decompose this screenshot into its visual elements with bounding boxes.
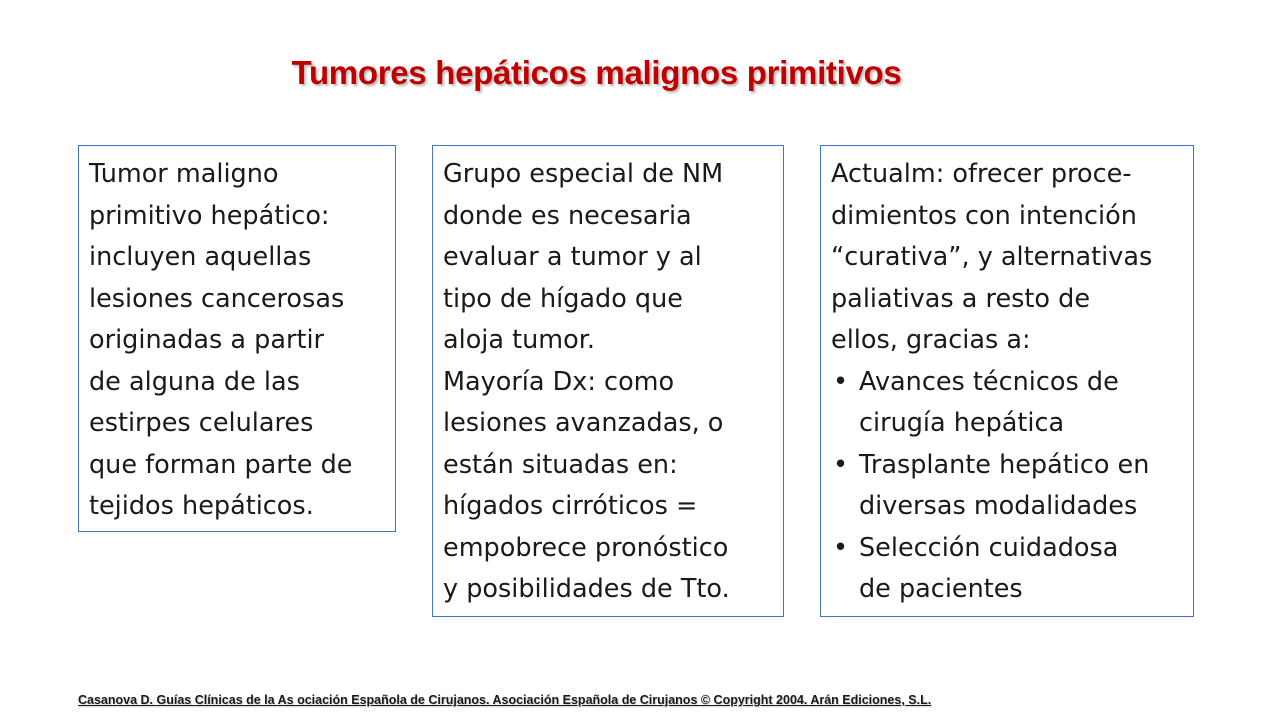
box-line: evaluar a tumor y al <box>443 242 702 272</box>
box-line: primitivo hepático: <box>89 200 330 231</box>
bullet-line: diversas modalidades <box>859 491 1138 521</box>
box-line: ellos, gracias a: <box>831 325 1031 355</box>
box-line: dimientos con intención <box>831 200 1137 231</box>
bullet-icon: • <box>833 366 849 397</box>
bullet-item <box>831 362 1185 445</box>
box-line: tejidos hepáticos. <box>89 491 314 521</box>
box-line: estirpes celulares <box>89 408 314 438</box>
box-line: paliativas a resto de <box>831 283 1091 314</box>
box-line: hígados cirróticos = <box>443 491 698 521</box>
box-line: lesiones cancerosas <box>89 283 345 314</box>
box-line: y posibilidades de Tto. <box>443 574 730 604</box>
box-line: “curativa”, y alternativas <box>831 242 1153 272</box>
text-box-treatment <box>820 145 1194 617</box>
box-line: Actualm: ofrecer proce- <box>831 159 1132 189</box>
text-box-special-group <box>432 145 784 617</box>
bullet-line: Avances técnicos de <box>859 366 1119 397</box>
bullet-line: cirugía hepática <box>859 408 1065 438</box>
bullet-list <box>831 362 1185 611</box>
box-line: tipo de hígado que <box>443 283 683 314</box>
box-line: originadas a partir <box>89 325 325 355</box>
box-line: Tumor maligno <box>89 159 279 189</box>
box-line: donde es necesaria <box>443 200 692 231</box>
box-line: Mayoría Dx: como <box>443 366 675 397</box>
reference-citation: Casanova D. Guías Clínicas de la As ociación Española de Cirujanos. Asociación Española de Cirujanos © Copyright 2004. Arán Ediciones, S.L. <box>78 693 932 707</box>
bullet-line: Trasplante hepático en <box>859 449 1150 480</box>
bullet-item <box>831 445 1185 528</box>
box-line: incluyen aquellas <box>89 242 312 272</box>
bullet-icon: • <box>833 449 849 480</box>
box-line: de alguna de las <box>89 366 300 397</box>
bullet-line: de pacientes <box>859 574 1023 604</box>
box-line: empobrece pronóstico <box>443 532 729 563</box>
bullet-item <box>831 528 1185 611</box>
box-line: lesiones avanzadas, o <box>443 408 724 438</box>
text-box-definition <box>78 145 396 532</box>
box-line: aloja tumor. <box>443 325 595 355</box>
box-line: Grupo especial de NM <box>443 159 724 189</box>
slide-title: Tumores hepáticos malignos primitivos <box>291 54 902 91</box>
box-line: que forman parte de <box>89 449 353 480</box>
bullet-icon: • <box>833 532 849 563</box>
box-line: están situadas en: <box>443 449 678 480</box>
bullet-line: Selección cuidadosa <box>859 532 1119 563</box>
